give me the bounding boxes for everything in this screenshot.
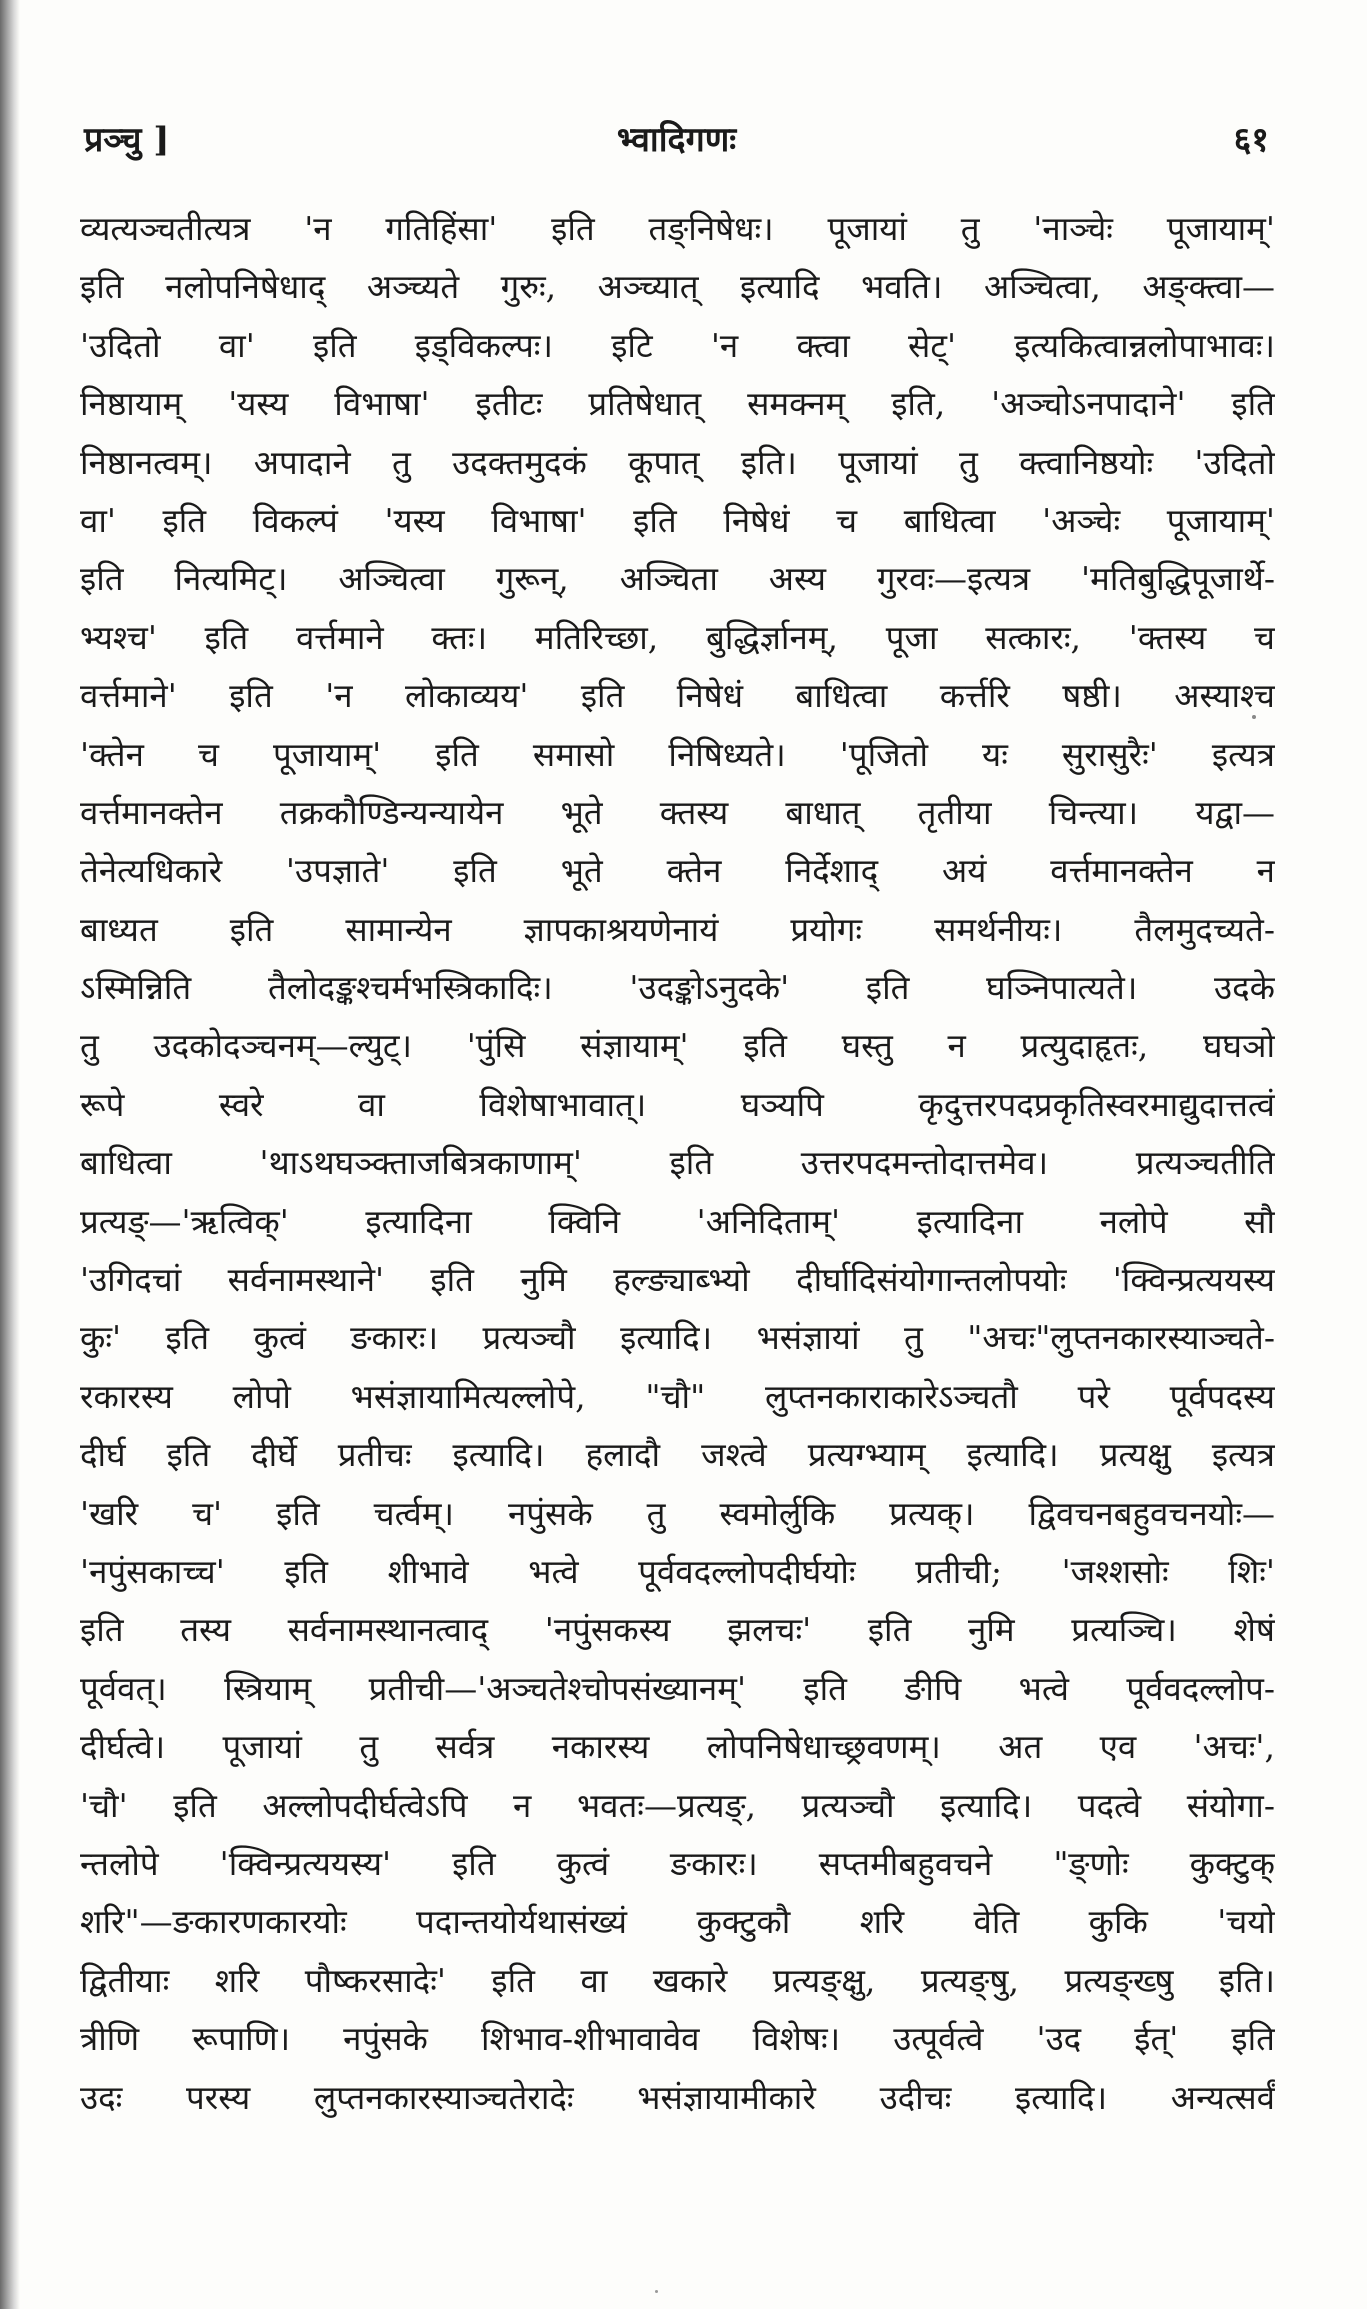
text-line: निष्ठायाम् 'यस्य विभाषा' इतीटः प्रतिषेधात् समक्नम् इति, 'अञ्चोऽनपादाने' इति xyxy=(80,384,1275,424)
text-line: निष्ठानत्वम्। अपादाने तु उदक्तमुदकं कूपात् इति। पूजायां तु क्त्वानिष्ठयोः 'उदितो xyxy=(80,442,1275,482)
text-line: 'चौ' इति अल्लोपदीर्घत्वेऽपि न भवतः—प्रत्यङ्, प्रत्यञ्चौ इत्यादि। पदत्वे संयोगा- xyxy=(80,1785,1275,1825)
text-line: 'क्तेन च पूजायाम्' इति समासो निषिध्यते। 'पूजितो यः सुरासुरैः' इत्यत्र xyxy=(80,734,1275,774)
text-line: त्रीणि रूपाणि। नपुंसके शिभाव-शीभावावेव विशेषः। उत्पूर्वत्वे 'उद ईत्' इति xyxy=(80,2019,1275,2059)
text-line: रकारस्य लोपो भसंज्ञायामित्यल्लोपे, "चौ" लुप्तनकाराकारेऽञ्चतौ परे पूर्वपदस्य xyxy=(80,1376,1275,1416)
text-line: वर्त्तमानक्तेन तक्रकौण्डिन्यन्यायेन भूते क्तस्य बाधात् तृतीया चिन्त्या। यद्वा— xyxy=(80,792,1275,832)
text-line: कुः' इति कुत्वं ङकारः। प्रत्यञ्चौ इत्यादि। भसंज्ञायां तु "अचः"लुप्तनकारस्याञ्चते- xyxy=(80,1318,1275,1358)
text-line: इति तस्य सर्वनामस्थानत्वाद् 'नपुंसकस्य झलचः' इति नुमि प्रत्यञ्चि। शेषं xyxy=(80,1610,1275,1650)
print-speck xyxy=(655,2290,658,2293)
text-line: 'नपुंसकाच्च' इति शीभावे भत्वे पूर्ववदल्लोपदीर्घयोः प्रतीची; 'जश्शसोः शिः' xyxy=(80,1551,1275,1591)
text-line: बाधित्वा 'थाऽथघञ्क्ताजबित्रकाणाम्' इति उत्तरपदमन्तोदात्तमेव। प्रत्यञ्चतीति xyxy=(80,1143,1275,1183)
text-line: प्रत्यङ्—'ऋत्विक्' इत्यादिना क्विनि 'अनिदिताम्' इत्यादिना नलोपे सौ xyxy=(80,1201,1275,1241)
text-line: भ्यश्च' इति वर्त्तमाने क्तः। मतिरिच्छा, बुद्धिर्ज्ञानम्, पूजा सत्कारः, 'क्तस्य च xyxy=(80,617,1275,657)
running-head xyxy=(84,110,1269,170)
text-line: वर्त्तमाने' इति 'न लोकाव्यय' इति निषेधं बाधित्वा कर्त्तरि षष्ठी। अस्याश्च xyxy=(80,676,1275,716)
text-line: व्यत्यञ्चतीत्यत्र 'न गतिहिंसा' इति तङ्निषेधः। पूजायां तु 'नाञ्चेः पूजायाम्' xyxy=(80,209,1275,248)
print-speck xyxy=(1252,715,1256,719)
text-line: 'उदितो वा' इति इड्विकल्पः। इटि 'न क्त्वा सेट्' इत्यकित्वान्नलोपाभावः। xyxy=(80,325,1275,365)
text-line: ऽस्मिन्निति तैलोदङ्कश्चर्मभस्त्रिकादिः। 'उदङ्कोऽनुदके' इति घञ्निपात्यते। उदके xyxy=(80,968,1275,1008)
text-line: 'उगिदचां सर्वनामस्थाने' इति नुमि हल्ङ्याब्भ्यो दीर्घादिसंयोगान्तलोपयोः 'क्विन्प्रत्ययस्य xyxy=(80,1260,1275,1300)
text-line: पूर्ववत्। स्त्रियाम् प्रतीची—'अञ्चतेश्चोपसंख्यानम्' इति ङीपि भत्वे पूर्ववदल्लोप- xyxy=(80,1668,1275,1708)
text-line: इति नलोपनिषेधाद् अञ्च्यते गुरुः, अञ्च्यात् इत्यादि भवति। अञ्चित्वा, अङ्क्त्वा— xyxy=(80,267,1275,307)
binding-gutter xyxy=(0,0,20,2309)
text-line: वा' इति विकल्पं 'यस्य विभाषा' इति निषेधं च बाधित्वा 'अञ्चेः पूजायाम्' xyxy=(80,500,1275,540)
text-line: तु उदकोदञ्चनम्—ल्युट्। 'पुंसि संज्ञायाम्' इति घस्तु न प्रत्युदाहृतः, घघञो xyxy=(80,1026,1275,1066)
text-line: 'खरि च' इति चर्त्वम्। नपुंसके तु स्वमोर्लुकि प्रत्यक्। द्विवचनबहुवचनयोः— xyxy=(80,1493,1275,1533)
text-line: बाध्यत इति सामान्येन ज्ञापकाश्रयणेनायं प्रयोगः समर्थनीयः। तैलमुदच्यते- xyxy=(80,909,1275,949)
text-line: उदः परस्य लुप्तनकारस्याञ्चतेरादेः भसंज्ञायामीकारे उदीचः इत्यादि। अन्यत्सर्वं xyxy=(80,2077,1275,2117)
text-line: तेनेत्यधिकारे 'उपज्ञाते' इति भूते क्तेन निर्देशाद् अयं वर्त्तमानक्तेन न xyxy=(80,851,1275,891)
header-section-ref: प्रञ्चु ] xyxy=(84,120,170,160)
text-line: रूपे स्वरे वा विशेषाभावात्। घञ्यपि कृदुत्तरपदप्रकृतिस्वरमाद्युदात्तत्वं xyxy=(80,1084,1275,1124)
text-line: इति नित्यमिट्। अञ्चित्वा गुरून्, अञ्चिता अस्य गुरवः—इत्यत्र 'मतिबुद्धिपूजार्थे- xyxy=(80,559,1275,599)
text-line: दीर्घत्वे। पूजायां तु सर्वत्र नकारस्य लोपनिषेधाच्छ्रवणम्। अत एव 'अचः', xyxy=(80,1727,1275,1767)
page-number: ६१ xyxy=(1233,120,1269,160)
text-line: शरि"—ङकारणकारयोः पदान्तयोर्यथासंख्यं कुक्टुकौ शरि वेति कुकि 'चयो xyxy=(80,1902,1275,1942)
body-text xyxy=(80,200,1275,2127)
text-line: दीर्घ इति दीर्घे प्रतीचः इत्यादि। हलादौ जश्त्वे प्रत्यग्भ्याम् इत्यादि। प्रत्यक्षु इत्यत्र xyxy=(80,1435,1275,1475)
text-line: न्तलोपे 'क्विन्प्रत्ययस्य' इति कुत्वं ङकारः। सप्तमीबहुवचने "ङ्णोः कुक्टुक् xyxy=(80,1843,1275,1883)
text-line: द्वितीयाः शरि पौष्करसादेः' इति वा खकारे प्रत्यङ्क्षु, प्रत्यङ्षु, प्रत्यङ्ख्षु इति। xyxy=(80,1960,1275,2000)
header-title: भ्वादिगणः xyxy=(616,120,737,160)
